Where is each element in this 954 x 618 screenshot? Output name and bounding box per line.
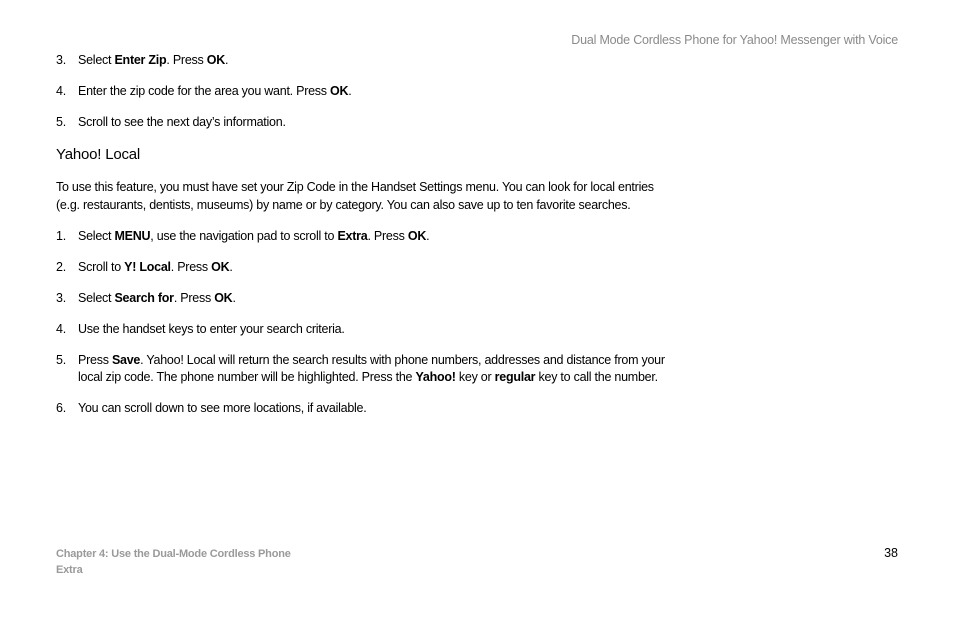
emphasized-term: OK [330, 84, 349, 98]
step-number: 6. [56, 401, 66, 415]
step-text-run: Select [78, 290, 115, 305]
step-item [56, 228, 666, 246]
step-text-run: . Press [166, 53, 207, 67]
step-text-run: Use the handset keys to enter your search criteria. [78, 321, 345, 336]
emphasized-term: OK [214, 290, 233, 305]
step-item [56, 321, 666, 339]
emphasized-term: Y! Local [124, 259, 171, 274]
step-text-run: Press [78, 352, 112, 367]
emphasized-term: OK [206, 53, 226, 67]
section-title: Yahoo! Local [56, 146, 141, 163]
emphasized-term: Save [111, 352, 141, 367]
step-text [78, 291, 236, 305]
step-text-run: . [225, 53, 229, 67]
step-item [56, 352, 666, 387]
step-text-run: Scroll to [78, 259, 125, 274]
step-item [56, 114, 666, 132]
step-text-run: . Press [170, 259, 212, 274]
steps-list-yahoo-local [56, 228, 666, 418]
step-text [78, 84, 352, 98]
step-number: 5. [56, 115, 66, 129]
page-number: 38 [884, 546, 898, 560]
step-text-run: . [348, 84, 352, 98]
step-item [56, 259, 666, 277]
step-text-run: . [232, 290, 236, 305]
step-text-run: . Yahoo! Local will return the search results with phone numbers, addresses and distance from your local zip code. The phone number will be highlighted. Press the [78, 352, 665, 384]
step-number: 4. [56, 84, 66, 98]
footer-chapter-info [56, 546, 291, 578]
step-number: 3. [56, 290, 66, 305]
step-number: 3. [56, 53, 66, 67]
step-text [78, 229, 429, 243]
step-text [78, 260, 233, 274]
footer-chapter: Chapter 4: Use the Dual-Mode Cordless Phone [56, 548, 291, 560]
emphasized-term: MENU [114, 228, 151, 243]
emphasized-term: Extra [337, 228, 368, 243]
step-text-run: key to call the number. [535, 370, 658, 384]
step-item [56, 400, 666, 418]
step-text-run: Select [78, 228, 115, 243]
page-content [56, 52, 666, 431]
step-item [56, 290, 666, 308]
running-header: Dual Mode Cordless Phone for Yahoo! Messenger with Voice [571, 33, 898, 47]
step-text-run: Select [78, 53, 115, 67]
step-text-run: Enter the zip code for the area you want. Press [78, 84, 331, 98]
step-text-run: . Press [367, 228, 408, 243]
step-text [78, 322, 345, 336]
step-number: 2. [56, 259, 66, 274]
emphasized-term: regular [494, 370, 536, 384]
step-text-run: . [426, 228, 430, 243]
steps-list-enter-zip [56, 52, 666, 132]
step-text-run: , use the navigation pad to scroll to [150, 228, 338, 243]
step-text [78, 115, 286, 129]
step-item [56, 83, 666, 101]
emphasized-term: OK [407, 228, 427, 243]
emphasized-term: OK [211, 259, 230, 274]
section-intro: To use this feature, you must have set your Zip Code in the Handset Settings menu. You can look for local entries (e.g. restaurants, dentists, museums) by name or by category. You can also save up to ten favorite searches. [56, 180, 654, 212]
emphasized-term: Search for [114, 290, 174, 305]
step-text [78, 401, 366, 415]
footer-section: Extra [56, 564, 83, 576]
step-text-run: . Press [173, 290, 215, 305]
step-text [78, 353, 665, 385]
step-text-run: key or [455, 370, 495, 384]
step-number: 5. [56, 352, 66, 367]
step-number: 1. [56, 228, 66, 243]
emphasized-term: Enter Zip [114, 53, 167, 67]
step-text-run: . [229, 259, 233, 274]
step-number: 4. [56, 321, 66, 336]
step-text-run: Scroll to see the next day’s information. [78, 115, 286, 129]
emphasized-term: Yahoo! [415, 370, 456, 384]
step-text [78, 53, 228, 67]
step-text-run: You can scroll down to see more locations, if available. [78, 401, 367, 415]
step-item [56, 52, 666, 70]
